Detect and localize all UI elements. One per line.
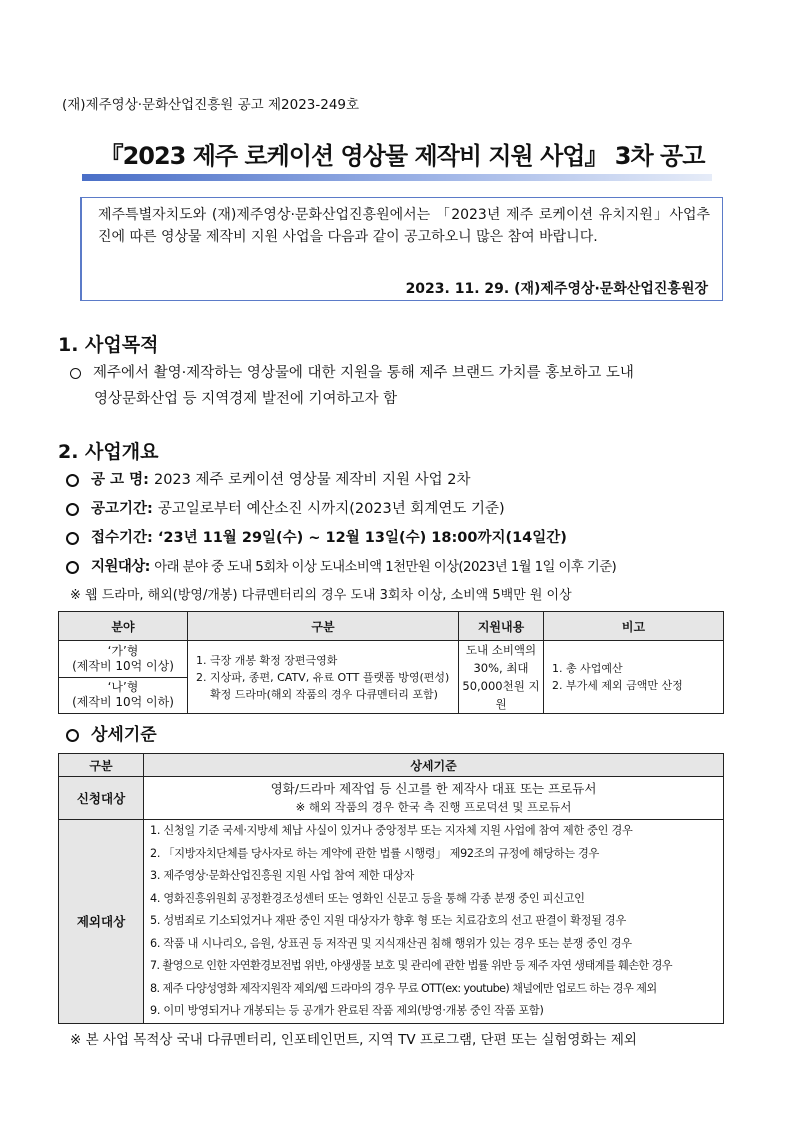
overview-value: 아래 분야 중 도내 5회차 이상 도내소비액 1천만원 이상(2023년 1월 1일 이후 기준) <box>154 560 617 575</box>
overview-item-title: 공 고 명: 2023 제주 로케이션 영상물 제작비 지원 사업 2차 <box>66 468 471 489</box>
support-line-3: 50,000천원 지원 <box>462 679 540 711</box>
overview-label: 공 고 명 <box>91 472 144 488</box>
support-table <box>58 611 724 714</box>
list-item: 6. 작품 내 시나리오, 음원, 상표권 등 저작권 및 지식재산권 침해 행위가 있는 경우 또는 분쟁 중인 경우 <box>150 936 632 950</box>
circle-bullet-icon <box>66 474 79 487</box>
list-item: 9. 이미 방영되거나 개봉되는 등 공개가 완료된 작품 제외(방영·개봉 중인 작품 포함) <box>150 1004 544 1017</box>
circle-bullet-icon <box>66 532 79 545</box>
page-title: 『2023 제주 로케이션 영상물 제작비 지원 사업』 3차 공고 <box>99 142 705 170</box>
section-heading-purpose: 1. 사업목적 <box>58 334 159 356</box>
overview-label: 공고기간 <box>91 501 148 517</box>
list-item: 7. 촬영으로 인한 자연환경보전법 위반, 야생생물 보호 및 관리에 관한 법률 위반 등 제주 자연 생태계를 훼손한 경우 <box>150 959 673 972</box>
exclusion-cell <box>144 820 724 1024</box>
table-row <box>59 777 724 820</box>
table-header: 구분 <box>188 612 459 641</box>
remark-line-2: 2. 부가세 제외 금액만 산정 <box>552 679 683 692</box>
intro-signature: 2023. 11. 29. (재)제주영상·문화산업진흥원장 <box>405 281 708 297</box>
intro-text: 제주특별자치도와 (재)제주영상·문화산업진흥원에서는 「2023년 제주 로케이션 유치지원」사업추진에 따른 영상물 제작비 지원 사업을 다음과 같이 공고하오니 많은 참여 바랍니다. <box>98 207 710 245</box>
table-header: 구분 <box>59 754 144 777</box>
list-item: 3. 제주영상·문화산업진흥원 지원 사업 참여 제한 대상자 <box>150 869 415 882</box>
remarks-cell <box>544 641 724 714</box>
overview-item-period: 공고기간: 공고일로부터 예산소진 시까지(2023년 회계연도 기준) <box>66 497 505 518</box>
purpose-line-2: 영상문화산업 등 지역경제 발전에 기여하고자 함 <box>94 391 398 407</box>
circle-bullet-icon <box>66 561 79 574</box>
division-cell <box>188 641 459 714</box>
detail-heading <box>66 720 157 745</box>
table-header: 비고 <box>544 612 724 641</box>
remark-line-1: 1. 총 사업예산 <box>552 662 623 675</box>
list-item: 5. 성범죄로 기소되었거나 재판 중인 지원 대상자가 향후 형 또는 치료감호의 선고 판결이 확정될 경우 <box>150 914 626 927</box>
overview-note: ※ 웹 드라마, 해외(방영/개봉) 다큐멘터리의 경우 도내 3회차 이상, 소비액 5백만 원 이상 <box>70 588 572 603</box>
circle-bullet-icon <box>66 503 79 516</box>
overview-item-reception: 접수기간: ‘23년 11월 29일(수) ~ 12월 13일(수) 18:00까지(14일간) <box>66 526 567 547</box>
detail-heading-text: 상세기준 <box>91 725 157 745</box>
overview-value: ‘23년 11월 29일(수) ~ 12월 13일(수) 18:00까지(14일간) <box>157 530 567 546</box>
applicant-line-1: 영화/드라마 제작업 등 신고를 한 제작사 대표 또는 프로듀서 <box>270 781 597 796</box>
support-content-cell <box>459 641 544 714</box>
title-underline-bar <box>82 174 712 181</box>
purpose-text <box>70 360 735 412</box>
applicant-line-2: ※ 해외 작품의 경우 한국 측 진행 프로덕션 및 프로듀서 <box>295 800 572 814</box>
overview-item-target: 지원대상: 아래 분야 중 도내 5회차 이상 도내소비액 1천만원 이상(2023년 1월 1일 이후 기준) <box>66 555 616 576</box>
table-header: 상세기준 <box>144 754 724 777</box>
overview-value: 공고일로부터 예산소진 시까지(2023년 회계연도 기준) <box>157 501 505 517</box>
support-line-1: 도내 소비액의 <box>465 643 537 657</box>
list-item: 2. 「지방자치단체를 당사자로 하는 계약에 관한 법률 시행령」 제92조의 규정에 해당하는 경우 <box>150 846 600 860</box>
intro-box <box>80 197 723 301</box>
division-line-1: 1. 극장 개봉 확정 장편극영화 <box>196 653 338 667</box>
division-line-2: 2. 지상파, 종편, CATV, 유료 OTT 플랫폼 방영(편성) <box>196 670 450 684</box>
footnote: ※ 본 사업 목적상 국내 다큐멘터리, 인포테인먼트, 지역 TV 프로그램, 단편 또는 실험영화는 제외 <box>70 1032 637 1048</box>
section-heading-overview: 2. 사업개요 <box>58 441 159 463</box>
table-row <box>59 641 724 678</box>
list-item: 1. 신청일 기준 국세·지방세 체납 사실이 있거나 중앙정부 또는 지자체 지원 사업에 참여 제한 중인 경우 <box>150 824 633 837</box>
exclusion-label: 제외대상 <box>59 820 144 1024</box>
division-line-3: 확정 드라마(해외 작품의 경우 다큐멘터리 포함) <box>210 687 438 701</box>
circle-bullet-icon <box>70 368 81 379</box>
support-line-2: 30%, 최대 <box>473 661 529 675</box>
type-a-budget: (제작비 10억 이상) <box>72 658 174 673</box>
applicant-cell <box>144 777 724 820</box>
circle-bullet-icon <box>66 729 79 742</box>
table-row <box>59 820 724 1024</box>
table-header-row <box>59 612 724 641</box>
applicant-label: 신청대상 <box>59 777 144 820</box>
notice-number: (재)제주영상·문화산업진흥원 공고 제2023-249호 <box>62 97 360 113</box>
detail-table <box>58 753 724 1024</box>
overview-label: 접수기간 <box>91 530 148 546</box>
list-item: 8. 제주 다양성영화 제작지원작 제외/웹 드라마의 경우 무료 OTT(ex: youtube) 채널에만 업로드 하는 경우 제외 <box>150 981 657 995</box>
type-b-cell <box>59 677 188 714</box>
table-header-row <box>59 754 724 777</box>
type-a-cell <box>59 641 188 678</box>
type-a-name: ‘가’형 <box>107 643 139 658</box>
table-header: 지원내용 <box>459 612 544 641</box>
list-item: 4. 영화진흥위원회 공정환경조성센터 또는 영화인 신문고 등을 통해 각종 분쟁 중인 피신고인 <box>150 891 585 905</box>
table-header: 분야 <box>59 612 188 641</box>
type-b-name: ‘나’형 <box>107 680 139 695</box>
type-b-budget: (제작비 10억 이하) <box>72 695 174 710</box>
purpose-line-1: 제주에서 촬영·제작하는 영상물에 대한 지원을 통해 제주 브랜드 가치를 홍보하고 도내 <box>93 365 634 381</box>
exclusion-list <box>144 820 723 1023</box>
overview-value: 2023 제주 로케이션 영상물 제작비 지원 사업 2차 <box>153 472 471 488</box>
overview-label: 지원대상 <box>91 559 145 575</box>
